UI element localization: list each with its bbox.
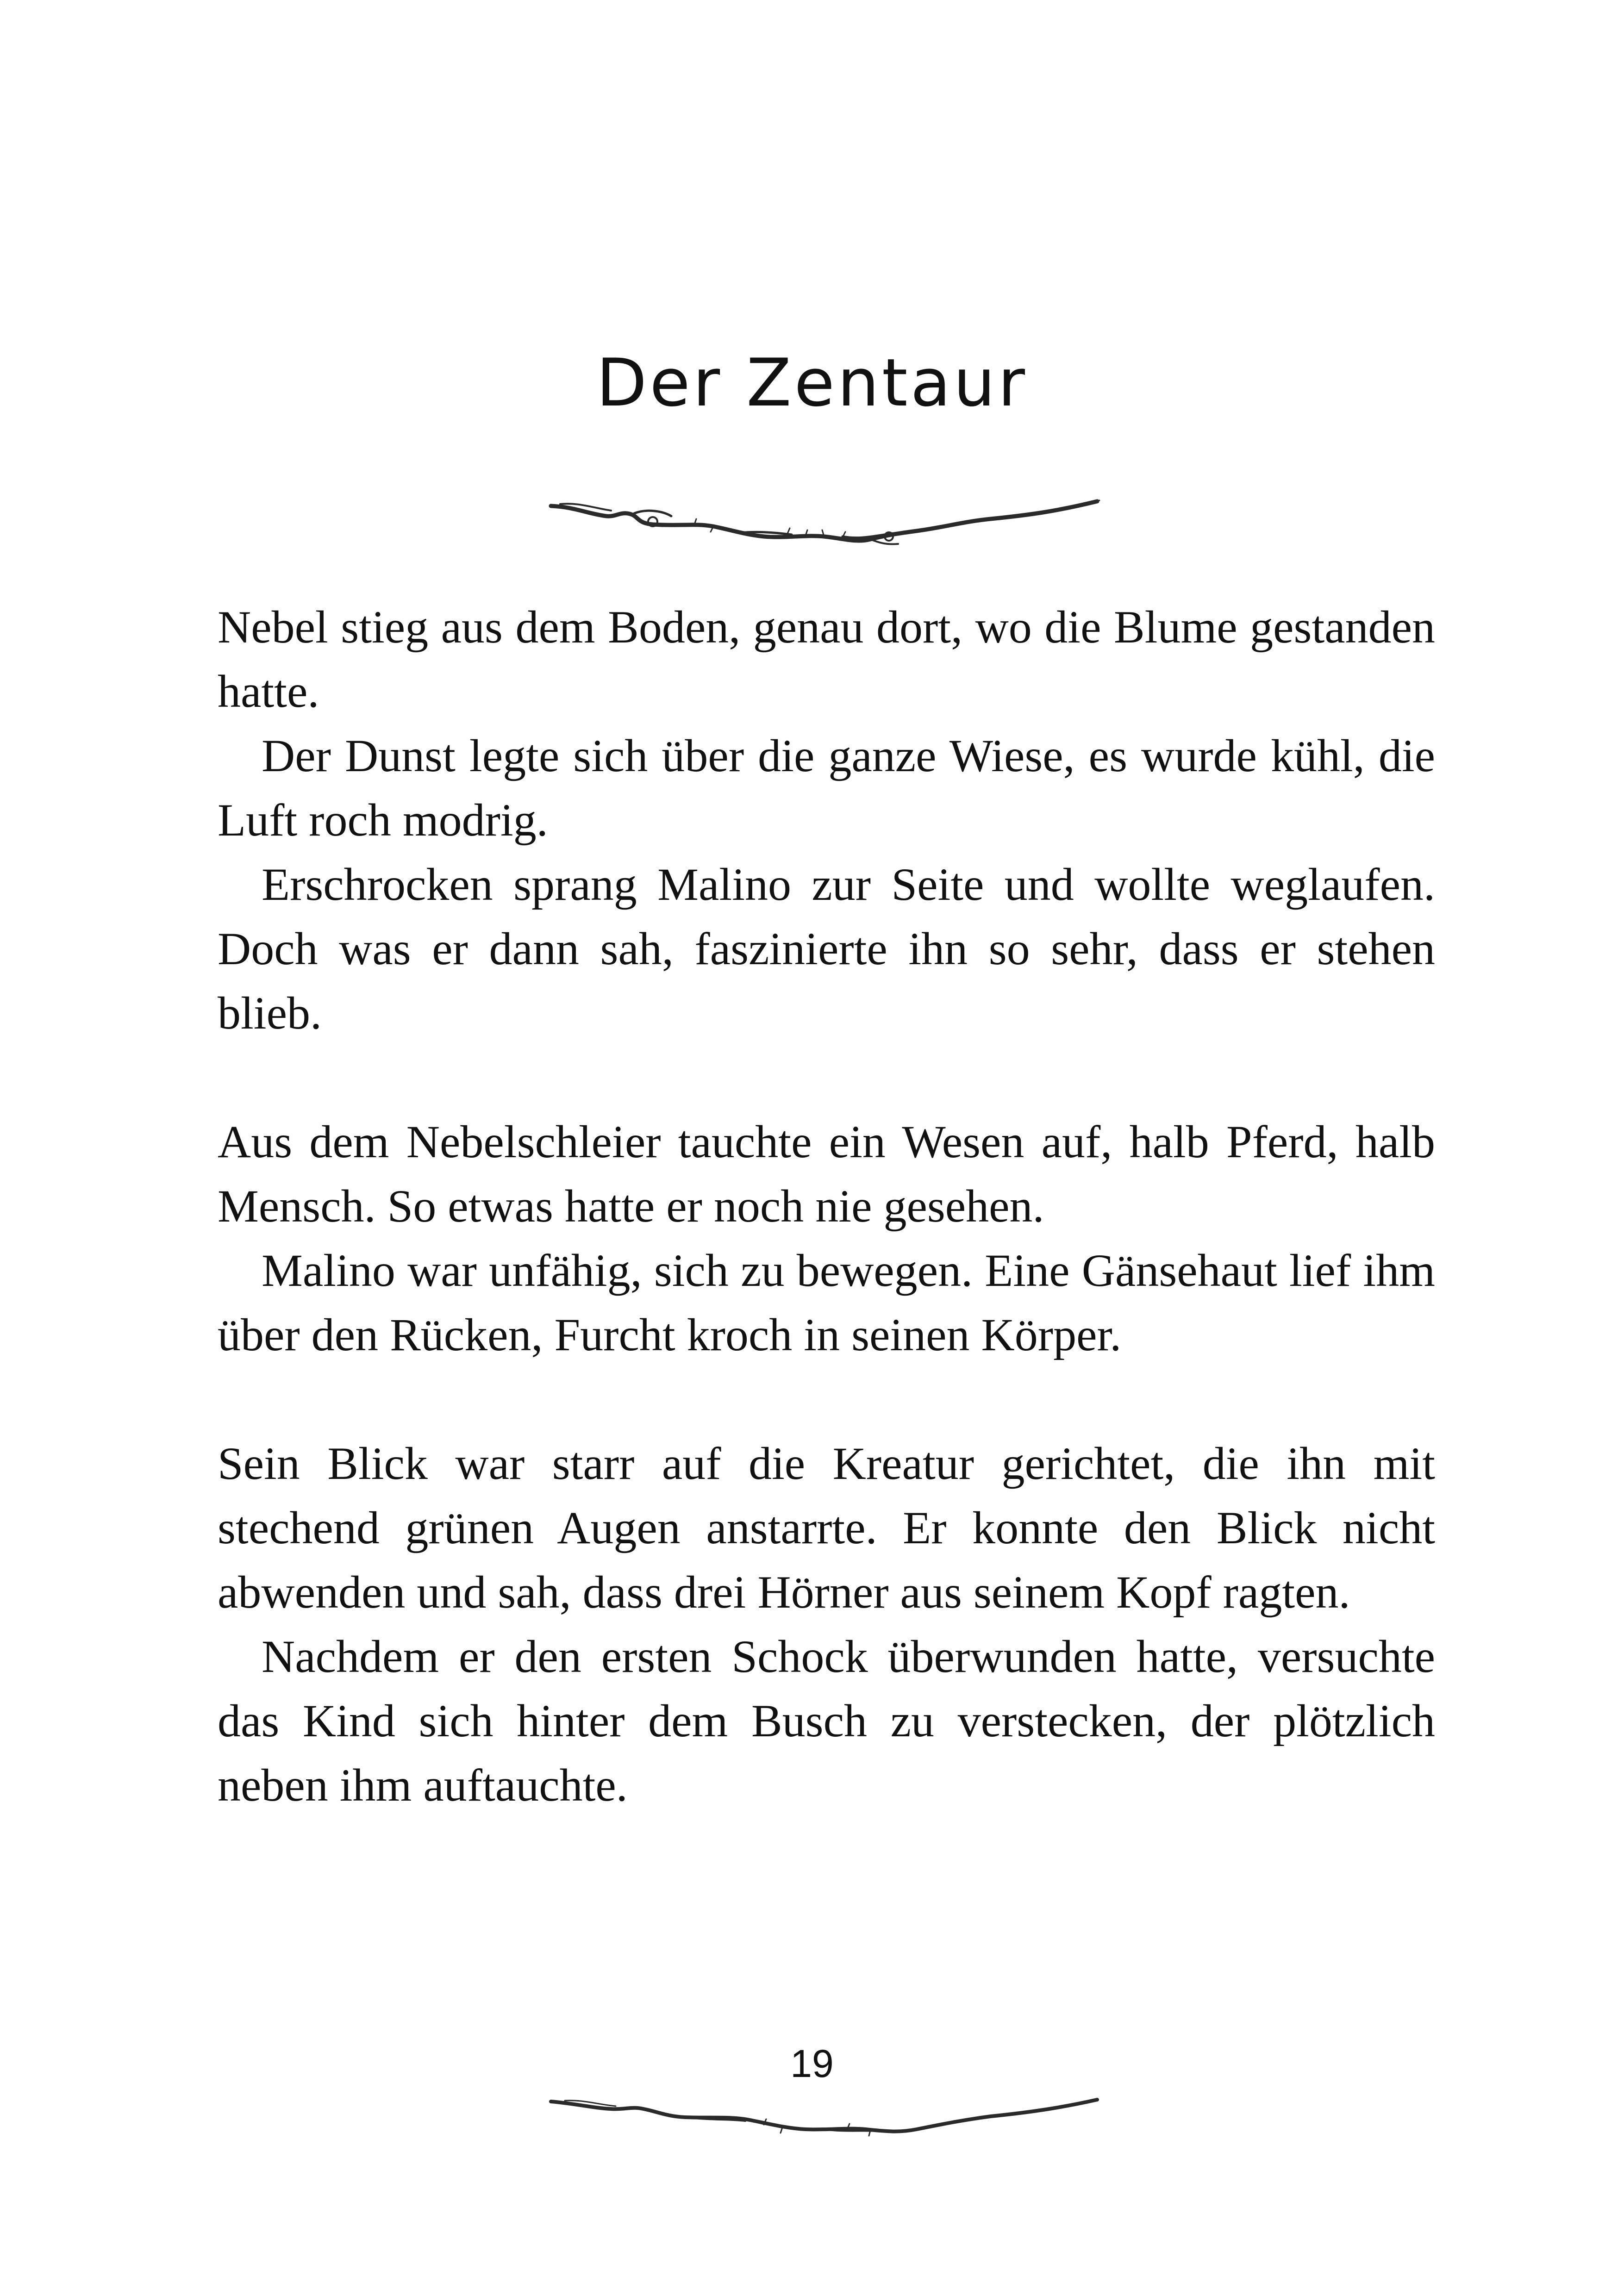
paragraph-5: Malino war unfähig, sich zu bewegen. Eine Gänsehaut lief ihm über den Rücken, Furcht kroch in seinen Körper. <box>218 1245 1435 1360</box>
paragraph-6: Sein Blick war starr auf die Kreatur gerichtet, die ihn mit stechend grünen Augen anstarrte. Er konnte den Blick nicht abwenden und sah, dass drei Hörner aus seinem Kopf ragten. <box>218 1438 1435 1618</box>
vine-ornament-top <box>546 488 1102 567</box>
body-text <box>218 595 1435 1817</box>
paragraph-4: Aus dem Nebelschleier tauchte ein Wesen auf, halb Pferd, halb Mensch. So etwas hatte er noch nie gesehen. <box>218 1116 1435 1232</box>
paragraph-7: Nachdem er den ersten Schock überwunden hatte, versuchte das Kind sich hinter dem Busch zu verstecken, der plötzlich neben ihm auftauchte. <box>218 1631 1435 1811</box>
chapter-title: Der Zentaur <box>596 345 1028 421</box>
paragraph-2: Der Dunst legte sich über die ganze Wiese, es wurde kühl, die Luft roch modrig. <box>218 730 1435 846</box>
paragraph-1: Nebel stieg aus dem Boden, genau dort, wo die Blume gestanden hatte. <box>218 601 1435 717</box>
paragraph-3: Erschrocken sprang Malino zur Seite und wollte weglaufen. Doch was er dann sah, faszinierte ihn so sehr, dass er stehen blieb. <box>218 859 1435 1039</box>
page-number: 19 <box>790 2042 834 2085</box>
vine-ornament-bottom <box>546 2088 1102 2157</box>
